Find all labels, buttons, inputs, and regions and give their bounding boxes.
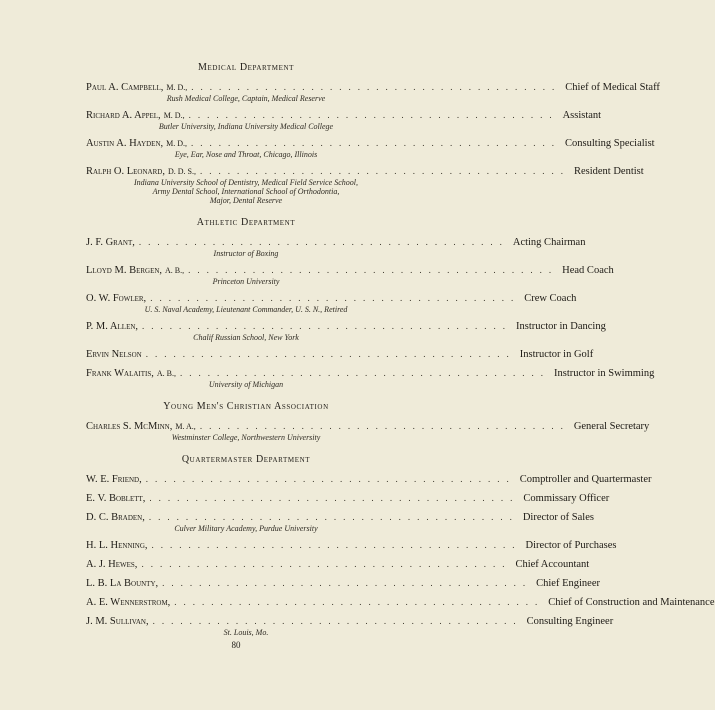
staff-detail: Instructor of Boxing: [213, 249, 279, 258]
section-heading: Athletic Department: [196, 217, 296, 228]
staff-name: D. C. Braden,: [86, 512, 145, 523]
leader-dots: ........................................: [151, 540, 522, 550]
staff-title: Chief Engineer: [536, 578, 600, 589]
staff-title: Instructor in Swimming: [554, 368, 655, 379]
staff-name: Ervin Nelson: [86, 349, 142, 360]
leader-dots: ........................................: [188, 265, 559, 275]
leader-dots: ........................................: [150, 293, 521, 303]
staff-entry: [86, 137, 655, 159]
department-section: [86, 62, 660, 205]
staff-name: Lloyd M. Bergen,: [86, 265, 163, 276]
staff-entry: [86, 81, 660, 103]
staff-name: Richard A. Appel,: [86, 110, 161, 121]
staff-entry: [86, 492, 610, 505]
staff-entry: [86, 596, 715, 609]
staff-name: Ralph O. Leonard,: [86, 166, 165, 177]
staff-entry: [86, 577, 600, 590]
staff-name: W. E. Friend,: [86, 474, 142, 485]
staff-entry: [86, 320, 606, 342]
section-heading: Young Men's Christian Association: [163, 401, 329, 412]
staff-detail: U. S. Naval Academy, Lieutenant Commander, U. S. N., Retired: [144, 305, 348, 314]
staff-title: Commissary Officer: [523, 493, 610, 504]
staff-name: H. L. Henning,: [86, 540, 148, 551]
staff-entry: [86, 558, 590, 571]
staff-title: Chief Accountant: [515, 559, 590, 570]
staff-entry: [86, 236, 586, 258]
leader-dots: ........................................: [174, 597, 545, 607]
staff-name: Charles S. McMinn,: [86, 421, 173, 432]
page-number: 80: [231, 640, 241, 650]
staff-title: General Secretary: [573, 421, 650, 432]
department-section: [86, 401, 650, 442]
staff-detail: Indiana University School of Dentistry, Medical Field Service School,: [134, 178, 358, 187]
staff-name: A. E. Wennerstrom,: [86, 597, 171, 608]
leader-dots: ........................................: [191, 138, 562, 148]
staff-title: Crew Coach: [524, 293, 577, 304]
leader-dots: ........................................: [162, 578, 533, 588]
page-number-wrap: [0, 640, 452, 650]
leader-dots: ........................................: [180, 368, 550, 378]
staff-title: Comptroller and Quartermaster: [519, 474, 652, 485]
staff-degree: A. B.,: [156, 369, 176, 378]
staff-name: Austin A. Hayden,: [86, 138, 164, 149]
staff-title: Director of Purchases: [525, 540, 617, 551]
staff-entry: [86, 264, 614, 286]
leader-dots: ........................................: [148, 512, 519, 522]
staff-title: Head Coach: [562, 265, 614, 276]
department-section: [86, 454, 715, 637]
staff-name: Paul A. Campbell,: [86, 82, 164, 93]
department-section: [86, 217, 655, 389]
leader-dots: ........................................: [191, 82, 562, 92]
leader-dots: ........................................: [188, 110, 559, 120]
staff-detail: Army Dental School, International School of Orthodontia,: [152, 187, 340, 196]
staff-detail: Rush Medical College, Captain, Medical Reserve: [166, 94, 326, 103]
leader-dots: ........................................: [141, 559, 512, 569]
staff-entry: [86, 473, 652, 486]
staff-degree: M. D.,: [163, 111, 185, 120]
staff-degree: D. D. S.,: [167, 167, 196, 176]
staff-entry: [86, 420, 650, 442]
leader-dots: ........................................: [152, 616, 523, 626]
staff-title: Chief of Construction and Maintenance: [548, 597, 715, 608]
staff-detail: University of Michigan: [208, 380, 284, 389]
staff-name: A. J. Hewes,: [86, 559, 138, 570]
staff-name: P. M. Allen,: [86, 321, 139, 332]
staff-name: J. M. Sullivan,: [86, 616, 149, 627]
staff-degree: A. B.,: [165, 266, 185, 275]
leader-dots: ........................................: [145, 474, 516, 484]
staff-directory: [86, 62, 715, 637]
staff-detail: Butler University, Indiana University Medical College: [158, 122, 334, 131]
staff-title: Assistant: [562, 110, 602, 121]
staff-entry: [86, 539, 617, 552]
leader-dots: ........................................: [142, 321, 513, 331]
staff-degree: M. D.,: [166, 139, 188, 148]
section-heading: Quartermaster Department: [181, 454, 311, 465]
staff-name: E. V. Boblett,: [86, 493, 146, 504]
staff-title: Instructor in Dancing: [516, 321, 606, 332]
staff-title: Instructor in Golf: [519, 349, 594, 360]
staff-detail: Princeton University: [212, 277, 280, 286]
staff-title: Director of Sales: [522, 512, 594, 523]
staff-entry: [86, 511, 594, 533]
staff-entry: [86, 367, 655, 389]
staff-detail: Chalif Russian School, New York: [193, 333, 299, 342]
staff-degree: M. A.,: [175, 422, 196, 431]
staff-entry: [86, 165, 644, 205]
staff-detail: St. Louis, Mo.: [223, 628, 269, 637]
staff-name: J. F. Grant,: [86, 237, 135, 248]
staff-entry: [86, 109, 602, 131]
staff-detail: Culver Military Academy, Purdue University: [174, 524, 318, 533]
leader-dots: ........................................: [149, 493, 520, 503]
staff-entry: [86, 615, 614, 637]
staff-name: Frank Walaitis,: [86, 368, 154, 379]
staff-title: Consulting Specialist: [565, 138, 655, 149]
staff-name: L. B. La Bounty,: [86, 578, 159, 589]
leader-dots: ........................................: [199, 421, 570, 431]
leader-dots: ........................................: [145, 349, 516, 359]
staff-title: Acting Chairman: [512, 237, 586, 248]
staff-title: Consulting Engineer: [526, 616, 614, 627]
staff-entry: [86, 292, 577, 314]
section-heading: Medical Department: [197, 62, 294, 73]
staff-detail: Westminster College, Northwestern University: [171, 433, 321, 442]
staff-degree: M. D.,: [166, 83, 188, 92]
staff-detail: Eye, Ear, Nose and Throat, Chicago, Illinois: [174, 150, 318, 159]
staff-name: O. W. Fowler,: [86, 293, 147, 304]
leader-dots: ........................................: [138, 237, 509, 247]
staff-detail: Major, Dental Reserve: [209, 196, 283, 205]
staff-title: Resident Dentist: [573, 166, 644, 177]
leader-dots: ........................................: [199, 166, 570, 176]
staff-title: Chief of Medical Staff: [565, 82, 660, 93]
staff-entry: [86, 348, 594, 361]
